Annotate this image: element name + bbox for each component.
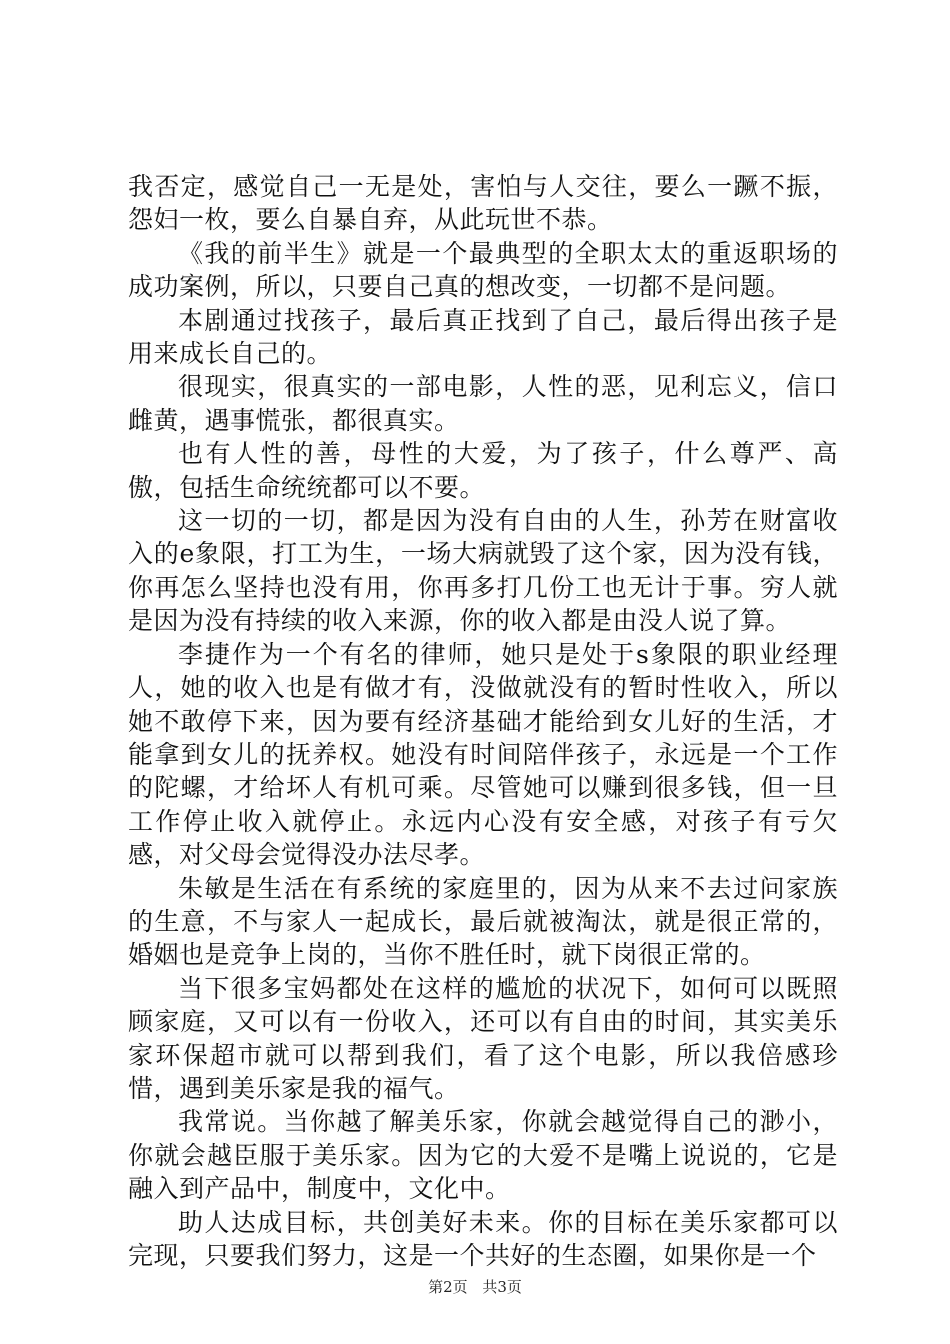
paragraph: 我常说。当你越了解美乐家，你就会越觉得自己的渺小，你就会越臣服于美乐家。因为它的大爱不是嘴上说说的，它是融入到产品中，制度中，文化中。 — [128, 1107, 838, 1204]
paragraph: 本剧通过找孩子，最后真正找到了自己，最后得出孩子是用来成长自己的。 — [128, 305, 838, 369]
paragraph: 《我的前半生》就是一个最典型的全职太太的重返职场的成功案例，所以，只要自己真的想改变，一切都不是问题。 — [128, 238, 838, 302]
paragraph: 李捷作为一个有名的律师，她只是处于s象限的职业经理人，她的收入也是有做才有，没做就没有的暂时性收入，所以她不敢停下来，因为要有经济基础才能给到女儿好的生活，才能拿到女儿的抚养权。她没有时间陪伴孩子，永远是一个工作的陀螺，才给坏人有机可乘。尽管她可以赚到很多钱，但一旦工作停止收入就停止。永远内心没有安全感，对孩子有亏欠感，对父母会觉得没办法尽孝。 — [128, 639, 838, 870]
paragraph: 很现实，很真实的一部电影，人性的恶，见利忘义，信口雌黄，遇事慌张，都很真实。 — [128, 372, 838, 435]
paragraph: 当下很多宝妈都处在这样的尴尬的状况下，如何可以既照顾家庭，又可以有一份收入，还可以有自由的时间，其实美乐家环保超市就可以帮到我们，看了这个电影，所以我倍感珍惜，遇到美乐家是我的福气。 — [128, 973, 838, 1103]
document-body — [128, 170, 838, 1272]
paragraph: 这一切的一切，都是因为没有自由的人生，孙芳在财富收入的e象限，打工为生，一场大病就毁了这个家，因为没有钱，你再怎么坚持也没有用，你再多打几份工也无计于事。穷人就是因为没有持续的收入来源，你的收入都是由没人说了算。 — [128, 506, 838, 636]
page-number: 第2页 — [428, 1278, 468, 1296]
paragraph: 助人达成目标，共创美好未来。你的目标在美乐家都可以完现，只要我们努力，这是一个共好的生态圈，如果你是一个 — [128, 1207, 838, 1270]
paragraph: 朱敏是生活在有系统的家庭里的，因为从来不去过问家族的生意，不与家人一起成长，最后就被淘汰，就是很正常的，婚姻也是竞争上岗的，当你不胜任时，就下岗很正常的。 — [128, 873, 838, 970]
page-footer — [0, 1276, 950, 1297]
paragraph: 也有人性的善，母性的大爱，为了孩子，什么尊严、高傲，包括生命统统都可以不要。 — [128, 439, 838, 502]
paragraph: 我否定，感觉自己一无是处，害怕与人交往，要么一蹶不振，怨妇一枚，要么自暴自弃，从此玩世不恭。 — [128, 172, 838, 235]
page-total: 共3页 — [482, 1278, 522, 1296]
